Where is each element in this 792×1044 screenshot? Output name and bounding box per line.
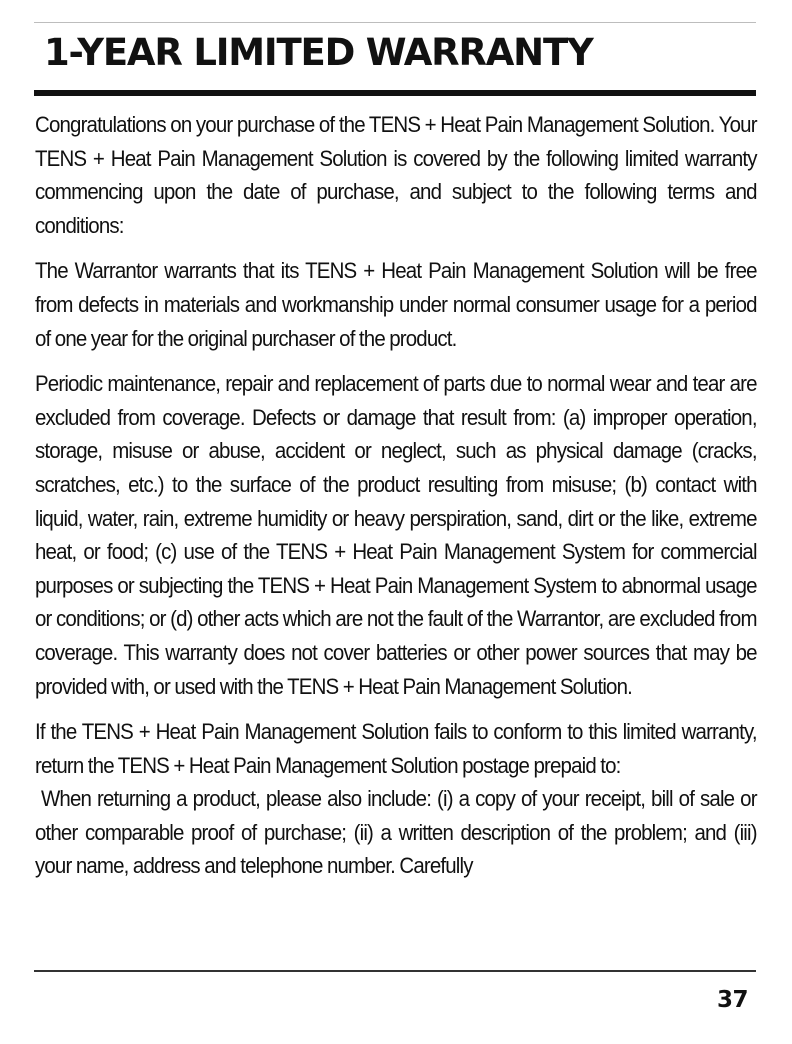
paragraph-return-contents: When returning a product, please also include: (i) a copy of your receipt, bill of sale or other comparable proof of purchase; (ii) a written description of the problem; and (iii) your name, address and telephone number. Carefully (35, 786, 766, 879)
footer-divider (34, 970, 756, 972)
paragraph-congratulations: Congratulations on your purchase of the TENS + Heat Pain Management Solution. Your TENS + Heat Pain Management Solution is covered by the following limited warranty commencing upon the date of purchase, and subject to the following terms and conditions: (35, 112, 757, 238)
page-number: 37 (716, 987, 748, 1013)
top-divider (34, 22, 756, 23)
title-underline (34, 90, 756, 96)
paragraph-return-instructions: If the TENS + Heat Pain Management Solution fails to conform to this limited warranty, return the TENS + Heat Pain Management Solution postage prepaid to: (35, 719, 757, 778)
warranty-body (35, 108, 766, 895)
paragraph-exclusions: Periodic maintenance, repair and replacement of parts due to normal wear and tear are excluded from coverage. Defects or damage that result from: (a) improper operation, storage, misuse or abuse, accident or neglect, such as physical damage (cracks, scratches, etc.) to the surface of the product resulting from misuse; (b) contact with liquid, water, rain, extreme humidity or heavy perspiration, sand, dirt or the like, extreme heat, or food; (c) use of the TENS + Heat Pain Management System for commercial purposes or subjecting the TENS + Heat Pain Management System to abnormal usage or conditions; or (d) other acts which are not the fault of the Warrantor, are excluded from coverage. This warranty does not cover batteries or other power sources that may be provided with, or used with the TENS + Heat Pain Management Solution. (35, 371, 757, 699)
page-title: 1-YEAR LIMITED WARRANTY (44, 31, 593, 74)
paragraph-warranty-terms: The Warrantor warrants that its TENS + Heat Pain Management Solution will be free from defects in materials and workmanship under normal consumer usage for a period of one year for the original purchaser of the product. (35, 258, 757, 351)
